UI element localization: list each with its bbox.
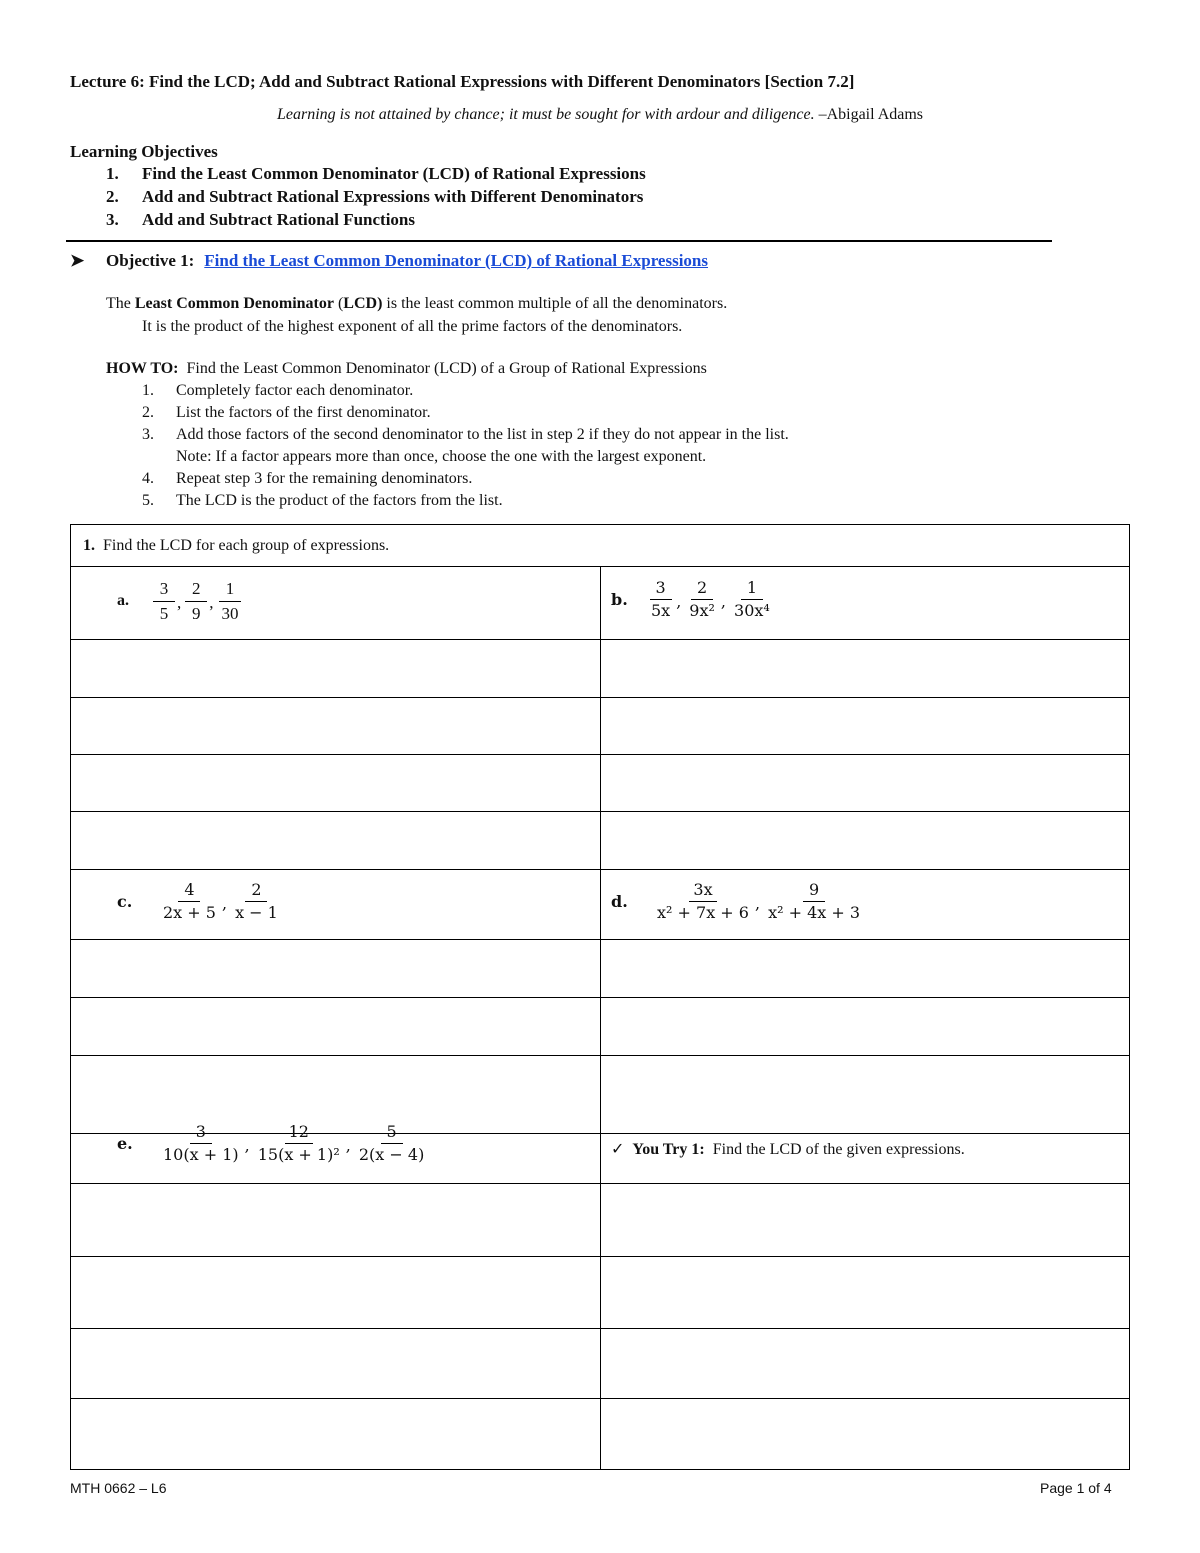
numerator: 3: [650, 579, 672, 600]
step-number: 1.: [142, 382, 154, 399]
quote: [0, 106, 1200, 124]
objective-item: [106, 187, 646, 210]
checkmark-icon: ✓: [611, 1141, 625, 1158]
objective-number: 2.: [106, 187, 119, 206]
fraction: [254, 1123, 344, 1165]
objective-text: Add and Subtract Rational Functions: [142, 210, 416, 229]
howto-step: [142, 426, 789, 448]
quote-text: Learning is not attained by chance; it must be sought for with ardour and diligence.: [276, 106, 815, 123]
numerator: 1: [219, 579, 241, 602]
arrow-bullet-icon: ➤: [70, 251, 85, 270]
step-text: List the factors of the first denominator.: [176, 404, 431, 421]
numerator: 12: [285, 1123, 313, 1144]
definition-text: is the least common multiple of all the denominators.: [382, 295, 728, 312]
fraction: [153, 579, 175, 623]
step-text: Completely factor each denominator.: [176, 382, 414, 399]
quote-author: –Abigail Adams: [814, 106, 924, 123]
step-number: 2.: [142, 404, 154, 421]
howto-step: [142, 404, 789, 426]
denominator: 15(x + 1)²: [257, 1145, 340, 1165]
you-try-1: [611, 1139, 965, 1159]
numerator: 5: [381, 1123, 403, 1144]
section-divider: [66, 240, 1052, 242]
denominator: 2(x − 4): [358, 1145, 425, 1165]
howto-heading: [106, 360, 707, 378]
exercise-instruction: Find the LCD for each group of expressions.: [103, 537, 390, 554]
objective-text: Add and Subtract Rational Expressions with Different Denominators: [142, 187, 644, 206]
denominator: 5: [159, 603, 169, 623]
denominator: x² + 7x + 6: [657, 903, 749, 923]
problem-e: e. $\frac{3}{10(x + 1)}$ , $\frac{12}{\text{15(x + 1)²}}$ , $\frac{5}{2(x - 4)}$: [117, 1123, 430, 1165]
lecture-title-text: Lecture 6: Find the LCD; Add and Subtract Rational Expressions with Different Denominators: [70, 72, 761, 91]
howto-step: [142, 492, 789, 514]
footer-page-number: Page 1 of 4: [1040, 1480, 1112, 1496]
howto-label: HOW TO:: [106, 360, 179, 377]
denominator: x² + 4x + 3: [768, 903, 861, 923]
numerator: 2: [185, 579, 207, 602]
problem-c: c. $\frac{4}{2x + 5}$ , $\frac{2}{x - 1}$: [117, 881, 284, 923]
objective-item: [106, 210, 646, 233]
exercise-table: [70, 524, 1130, 1470]
step-text: Repeat step 3 for the remaining denominators.: [176, 470, 473, 487]
howto-text: Find the Least Common Denominator (LCD) of a Group of Rational Expressions: [186, 360, 707, 377]
fraction: [764, 881, 864, 923]
objective-1-heading: [70, 251, 708, 271]
numerator: 2: [245, 881, 267, 902]
denominator: x − 1: [235, 903, 278, 923]
denominator: 9x²: [689, 601, 715, 621]
objective-1-link[interactable]: Find the Least Common Denominator (LCD) of Rational Expressions: [204, 251, 709, 270]
step-number: 3.: [142, 426, 154, 443]
objective-text: Find the Least Common Denominator (LCD) of Rational Expressions: [142, 164, 646, 183]
problem-d: d. $\frac{3x}{\text{x² + 7x + 6}}$ , $\frac{9}{\text{x² + 4x + 3}}$: [611, 881, 866, 923]
exercise-number: 1.: [83, 537, 95, 554]
problem-label: c.: [117, 892, 133, 912]
definition-text: (: [333, 295, 344, 312]
definition-term: Least Common Denominator: [134, 295, 334, 312]
section-ref: [Section 7.2]: [764, 72, 855, 91]
definition-term-abbrev: LCD): [343, 295, 383, 312]
fraction: [647, 579, 674, 621]
fraction: [231, 881, 282, 923]
exercise-header: [83, 537, 389, 555]
step-text: Note: If a factor appears more than once, choose the one with the largest exponent.: [176, 448, 707, 465]
fraction: [730, 579, 774, 621]
denominator: 9: [192, 603, 201, 623]
howto-step: [142, 382, 789, 404]
fraction: [685, 579, 719, 621]
numerator: 2: [691, 579, 713, 600]
problem-label: a.: [117, 592, 129, 610]
denominator: 30: [221, 603, 239, 623]
fraction: [185, 579, 207, 623]
problem-b: b. $\frac{3}{5x}$ , $\frac{2}{\text{9x²}}$ , $\frac{1}{\text{30x⁴}}$: [611, 579, 776, 621]
lcd-definition: [106, 295, 727, 313]
objective-number: 3.: [106, 210, 119, 229]
step-text: Add those factors of the second denominator to the list in step 2 if they do not appear in the list.: [176, 426, 789, 443]
numerator: 1: [741, 579, 763, 600]
howto-step-note: [142, 448, 789, 470]
denominator: 30x⁴: [734, 601, 770, 621]
denominator: 2x + 5: [163, 903, 216, 923]
problem-a: a. $\frac{3}{5}$ , $\frac{2}{9}$ , $\frac{1}{30}$: [117, 579, 245, 623]
numerator: 3: [153, 579, 175, 602]
numerator: 3x: [689, 881, 716, 902]
objective-1-label: Objective 1:: [106, 251, 195, 270]
problem-label: b.: [611, 590, 628, 610]
step-text: The LCD is the product of the factors from the list.: [176, 492, 503, 509]
problem-label: d.: [611, 892, 628, 912]
objective-number: 1.: [106, 164, 119, 183]
fraction: [159, 881, 220, 923]
numerator: 3: [190, 1123, 212, 1144]
fraction: [218, 579, 243, 623]
denominator: 10(x + 1): [163, 1145, 239, 1165]
howto-step: [142, 470, 789, 492]
step-number: 4.: [142, 470, 154, 487]
footer-course: MTH 0662 – L6: [70, 1480, 167, 1496]
table-column-divider: [600, 566, 601, 1469]
fraction: [355, 1123, 428, 1165]
definition-text: The: [106, 295, 135, 312]
numerator: 4: [178, 881, 200, 902]
fraction: [159, 1123, 243, 1165]
denominator: 5x: [651, 601, 671, 621]
lcd-definition-detail: It is the product of the highest exponent of all the prime factors of the denominators.: [142, 318, 683, 335]
problem-label: e.: [117, 1134, 133, 1154]
you-try-text: Find the LCD of the given expressions.: [712, 1141, 965, 1158]
learning-objectives-list: [106, 164, 646, 233]
howto-steps: [142, 382, 789, 514]
learning-objectives-heading: Learning Objectives: [70, 142, 218, 161]
objective-item: [106, 164, 646, 187]
lecture-title: [70, 72, 854, 92]
step-number: 5.: [142, 492, 154, 509]
fraction: [653, 881, 753, 923]
you-try-label: You Try 1:: [632, 1141, 705, 1158]
numerator: 9: [803, 881, 825, 902]
